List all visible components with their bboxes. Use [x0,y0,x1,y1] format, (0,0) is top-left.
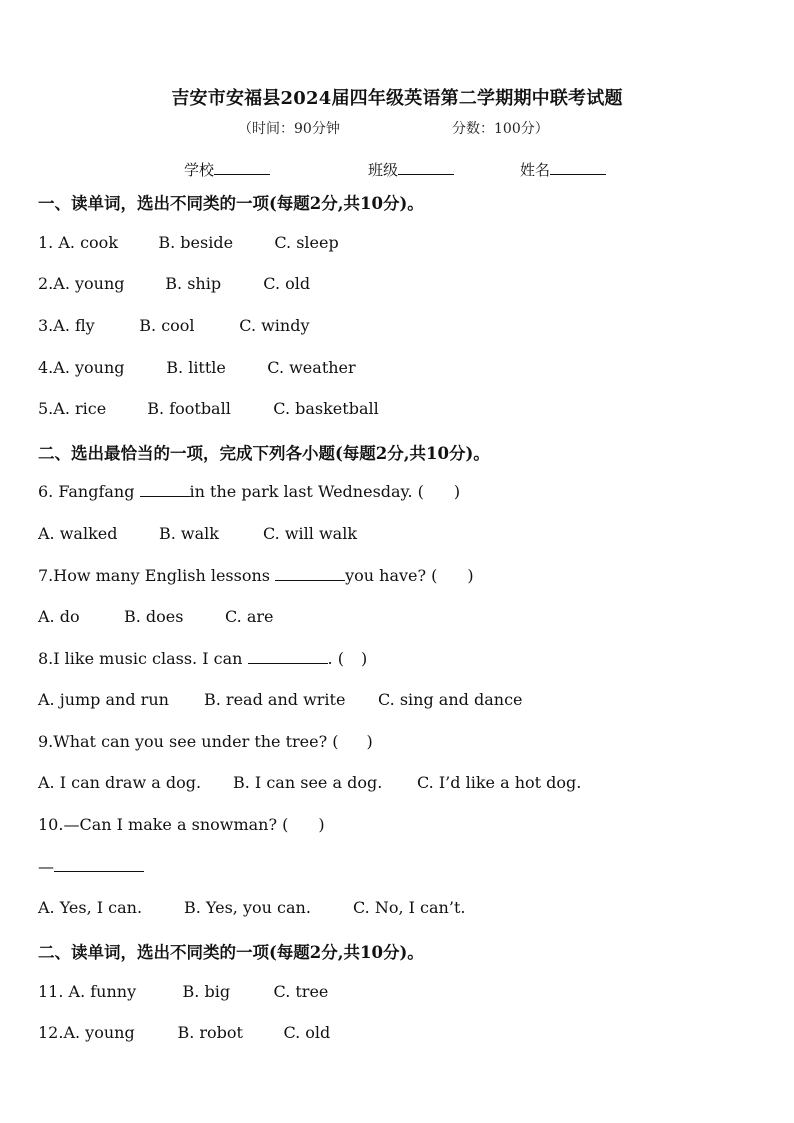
option-b[interactable]: B. does [124,607,184,626]
option-b[interactable]: B. ship [165,274,222,293]
option-a[interactable]: A. jump and run [38,690,169,709]
question-text: 8.I like music class. I can [38,649,248,668]
question-number: 4. [38,358,54,377]
question-number: 12. [38,1023,64,1042]
class-field [368,159,454,180]
question-text: 9.What can you see under the tree? ( [38,732,339,751]
question-6-options [38,524,357,543]
question-number: 1. [38,233,59,252]
section-heading-3: 二、读单词，选出不同类的一项(每题2分,共10分)。 [38,943,424,962]
option-b[interactable]: B. football [147,399,231,418]
option-c[interactable]: C. No, I can’t. [353,898,466,917]
question-7 [38,566,474,585]
question-text: 6. Fangfang [38,482,140,501]
option-a[interactable]: A. young [63,1023,135,1042]
reply-dash: — [38,857,54,876]
option-a[interactable]: A. I can draw a dog. [38,773,202,792]
question-10-reply [38,857,144,876]
option-c[interactable]: C. windy [239,316,310,335]
option-b[interactable]: B. walk [159,524,219,543]
option-b[interactable]: B. beside [158,233,234,252]
option-c[interactable]: C. sing and dance [378,690,523,709]
reply-blank[interactable] [54,857,144,872]
question-10 [38,815,325,834]
question-7-options [38,607,274,626]
question-9 [38,732,373,751]
option-c[interactable]: C. weather [267,358,356,377]
option-a[interactable]: A. Yes, I can. [38,898,143,917]
exam-time: （时间：90分钟 [238,121,340,137]
question-text-rest: in the park last Wednesday. ( [189,482,424,501]
option-c[interactable]: C. tree [273,982,329,1001]
option-c[interactable]: C. old [263,274,311,293]
answer-blank[interactable] [275,566,345,581]
answer-blank[interactable] [140,482,190,497]
question-text-rest: . ( [327,649,344,668]
section-heading-1: 一、读单词，选出不同类的一项(每题2分,共10分)。 [38,194,424,213]
question-8 [38,649,367,668]
section-heading-2: 二、选出最恰当的一项，完成下列各小题(每题2分,共10分)。 [38,444,490,463]
option-a[interactable]: A. cook [58,233,119,252]
option-b[interactable]: B. big [182,982,231,1001]
question-number: 3. [38,316,54,335]
answer-blank[interactable] [248,649,328,664]
school-label: 学校 [184,161,215,179]
class-label: 班级 [368,161,399,179]
question-10-options [38,898,465,917]
option-b[interactable]: B. little [166,358,226,377]
option-c[interactable]: C. will walk [263,524,358,543]
option-a[interactable]: A. young [53,274,125,293]
paren-close: ) [318,815,325,834]
question-8-options [38,690,523,709]
class-blank[interactable] [398,159,454,175]
question-number: 11. [38,982,69,1001]
option-a[interactable]: A. walked [38,524,118,543]
school-blank[interactable] [214,159,270,175]
question-5 [38,399,379,418]
paren-close: ) [453,482,461,501]
paren-close: ) [360,649,368,668]
question-text: 7.How many English lessons [38,566,276,585]
option-a[interactable]: A. do [38,607,80,626]
question-4 [38,358,356,377]
exam-score: 分数：100分） [452,121,549,137]
question-2 [38,274,310,293]
school-field [184,159,270,180]
option-c[interactable]: C. I’d like a hot dog. [417,773,582,792]
option-c[interactable]: C. sleep [274,233,339,252]
question-9-options [38,773,581,792]
option-b[interactable]: B. I can see a dog. [233,773,383,792]
name-field [520,159,606,180]
page-title: 吉安市安福县2024届四年级英语第二学期期中联考试题 [171,88,623,109]
option-b[interactable]: B. cool [139,316,195,335]
question-11 [38,982,328,1001]
name-blank[interactable] [550,159,606,175]
option-c[interactable]: C. are [225,607,274,626]
option-a[interactable]: A. young [53,358,125,377]
option-c[interactable]: C. basketball [273,399,379,418]
question-1 [38,233,339,252]
option-c[interactable]: C. old [283,1023,331,1042]
paren-close: ) [366,732,373,751]
question-number: 5. [38,399,54,418]
question-3 [38,316,310,335]
name-label: 姓名 [520,161,551,179]
question-12 [38,1023,330,1042]
option-a[interactable]: A. rice [53,399,107,418]
option-b[interactable]: B. robot [177,1023,243,1042]
option-b[interactable]: B. Yes, you can. [184,898,311,917]
option-a[interactable]: A. fly [53,316,95,335]
paren-close: ) [467,566,474,585]
question-6 [38,482,460,501]
option-a[interactable]: A. funny [68,982,137,1001]
question-number: 2. [38,274,54,293]
question-text: 10.—Can I make a snowman? ( [38,815,289,834]
question-text-rest: you have? ( [345,566,438,585]
option-b[interactable]: B. read and write [204,690,346,709]
